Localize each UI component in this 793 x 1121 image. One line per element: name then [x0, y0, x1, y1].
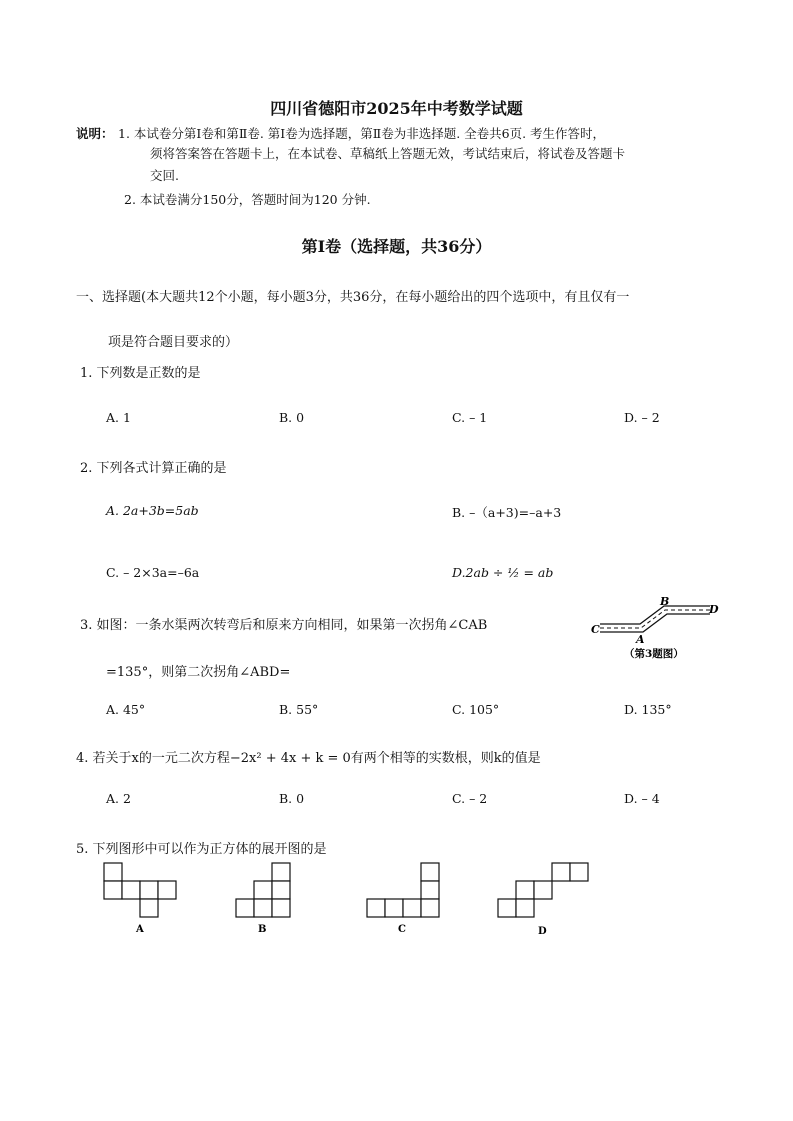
- figure-label-d: D: [709, 603, 719, 616]
- question-1-option-d: D. – 2: [624, 410, 660, 425]
- question-3-figure: [590, 596, 730, 666]
- question-5-figures: [100, 860, 600, 940]
- question-4-option-b: B. 0: [279, 791, 305, 806]
- cube-net-label-c: C: [398, 924, 406, 935]
- question-2-stem: 2. 下列各式计算正确的是: [80, 461, 227, 476]
- question-4-option-d: D. – 4: [624, 791, 660, 806]
- question-3-option-a: A. 45°: [106, 702, 146, 717]
- cube-net-d: [498, 863, 588, 917]
- instructions-label: 说明：: [76, 126, 114, 141]
- section-title: 第Ⅰ卷（选择题，共36分）: [301, 237, 492, 256]
- question-3-option-c: C. 105°: [452, 702, 500, 717]
- question-2-option-a: A. 2a+3b=5ab: [106, 503, 199, 518]
- cube-net-b: [236, 863, 290, 917]
- figure-label-c: C: [591, 623, 600, 636]
- figure-label-a: A: [636, 633, 645, 646]
- part1-heading-line1: 一、选择题(本大题共12个小题，每小题3分，共36分，在每小题给出的四个选项中，有且仅有一: [76, 290, 630, 305]
- figure-caption: （第3题图）: [624, 648, 684, 660]
- question-2-option-b: B. –（a+3)=–a+3: [452, 505, 562, 520]
- question-4-option-a: A. 2: [106, 791, 131, 806]
- question-1-option-a: A. 1: [106, 410, 131, 425]
- instructions-item1-line3: 交回.: [150, 168, 179, 183]
- question-2-option-c: C. – 2×3a=–6a: [106, 565, 200, 580]
- question-4-stem: 4. 若关于x的一元二次方程−2x² + 4x + k = 0有两个相等的实数根，则k的值是: [76, 751, 541, 766]
- cube-net-label-d: D: [538, 926, 547, 937]
- question-1-option-b: B. 0: [279, 410, 305, 425]
- instructions-item1-line1: 1. 本试卷分第Ⅰ卷和第Ⅱ卷. 第Ⅰ卷为选择题，第Ⅱ卷为非选择题. 全卷共6页. 考生作答时，: [118, 126, 606, 141]
- figure-label-b: B: [660, 595, 670, 608]
- cube-net-label-a: A: [136, 924, 144, 935]
- question-3-stem-line1: 3. 如图：一条水渠两次转弯后和原来方向相同，如果第一次拐角∠CAB: [80, 618, 488, 633]
- cube-net-c: [367, 863, 439, 917]
- question-1-option-c: C. – 1: [452, 410, 488, 425]
- page-title: 四川省德阳市2025年中考数学试题: [270, 99, 523, 118]
- question-3-option-d: D. 135°: [624, 702, 672, 717]
- instructions-item1-line2: 须将答案答在答题卡上，在本试卷、草稿纸上答题无效，考试结束后，将试卷及答题卡: [150, 146, 626, 161]
- part1-heading-line2: 项是符合题目要求的）: [108, 335, 239, 350]
- question-4-option-c: C. – 2: [452, 791, 488, 806]
- question-2-option-d: D.2ab ÷ ½ = ab: [452, 565, 554, 580]
- cube-net-a: [104, 863, 176, 917]
- question-3-stem-line2: =135°，则第二次拐角∠ABD=: [106, 665, 291, 680]
- question-5-stem: 5. 下列图形中可以作为正方体的展开图的是: [76, 842, 327, 857]
- cube-net-label-b: B: [258, 924, 267, 935]
- instructions-item2: 2. 本试卷满分150分，答题时间为120 分钟.: [124, 192, 371, 207]
- canal-diagram: [600, 606, 710, 632]
- question-3-option-b: B. 55°: [279, 702, 319, 717]
- question-1-stem: 1. 下列数是正数的是: [80, 366, 201, 381]
